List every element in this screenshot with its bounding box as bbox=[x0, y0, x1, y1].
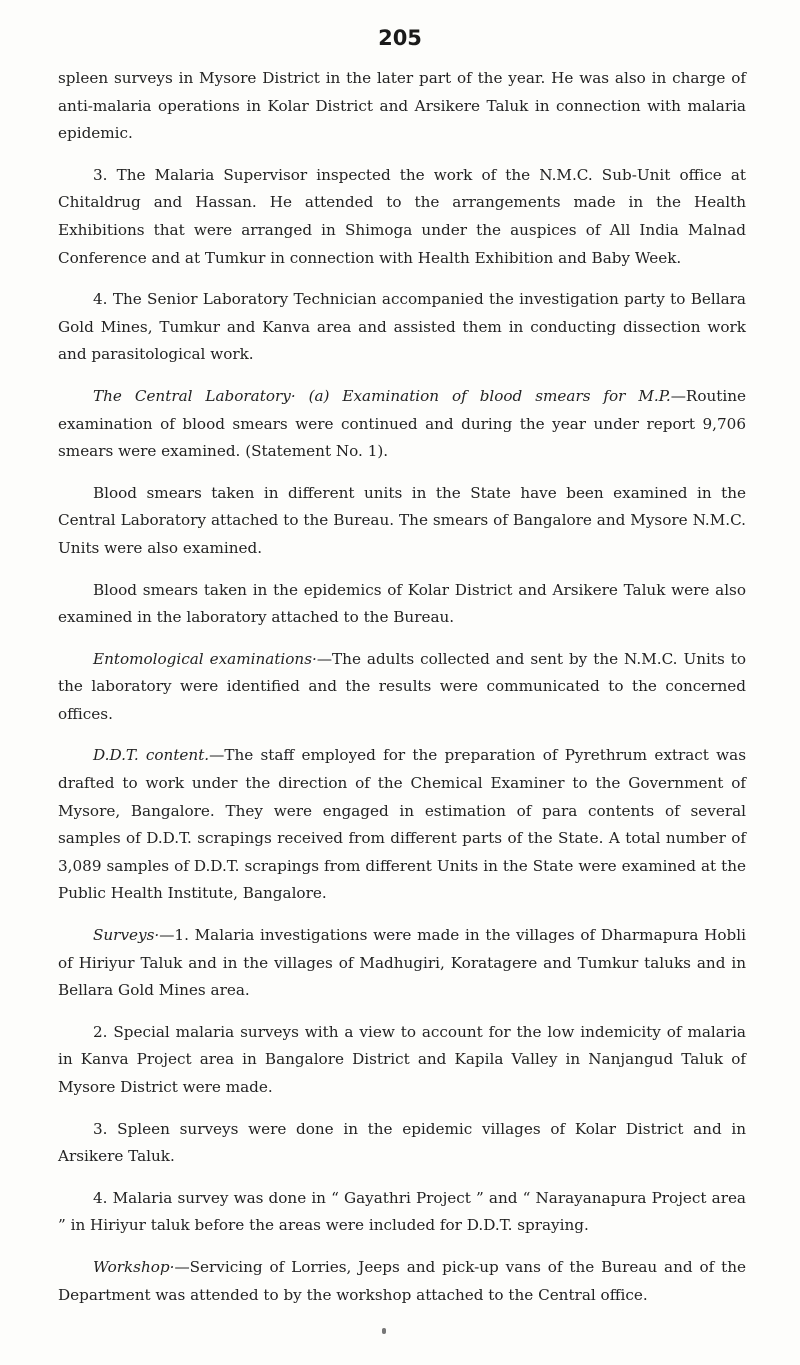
paragraph-malaria-supervisor: 3. The Malaria Supervisor inspected the work of the N.M.C. Sub-Unit office at Chitaldrug and Hassan. He attended to the arrangements made in the Health Exhibitions that were arranged in Shimoga under the auspices of All India Malnad Conference and at Tumkur in connection with Health Exhibition and Baby Week. bbox=[58, 165, 746, 267]
paragraph-special-malaria-surveys: 2. Special malaria surveys with a view to account for the low indemicity of malaria in Kanva Project area in Bangalore District and Kapila Valley in Nanjangud Taluk of Mysore District were made. bbox=[58, 1022, 746, 1096]
paragraph-surveys bbox=[58, 922, 746, 1005]
paragraph-surveys-text: —1. Malaria investigations were made in the villages of Dharmapura Hobli of Hiriyur Taluk and in the villages of Madhugiri, Koratagere and Tumkur taluks and in Bellara Gold Mines area. bbox=[58, 926, 746, 1000]
page-number: 205 bbox=[378, 26, 422, 50]
paragraph-entomological-text: —The adults collected and sent by the N.M.C. Units to the laboratory were identified and the results were communicated to the concerned offices. bbox=[58, 649, 746, 723]
paragraph-spleen-surveys: 3. Spleen surveys were done in the epidemic villages of Kolar District and in Arsikere Taluk. bbox=[58, 1119, 746, 1166]
section-heading-surveys: Surveys· bbox=[93, 926, 160, 945]
paragraph-ddt-content bbox=[58, 742, 746, 908]
paragraph-workshop-text: —Servicing of Lorries, Jeeps and pick-up vans of the Bureau and of the Department was attended to by the workshop attached to the Central office. bbox=[58, 1257, 746, 1304]
paragraph-senior-lab-technician: 4. The Senior Laboratory Technician accompanied the investigation party to Bellara Gold Mines, Tumkur and Kanva area and assisted them in conducting dissection work and parasitological work. bbox=[58, 290, 746, 364]
paragraph-workshop bbox=[58, 1254, 746, 1309]
print-speck bbox=[382, 1328, 386, 1334]
paragraph-central-laboratory-text: —Routine examination of blood smears were continued and during the year under report 9,706 smears were examined. (Statement No. 1). bbox=[58, 386, 746, 461]
section-heading-ddt-content: D.D.T. content. bbox=[93, 746, 210, 765]
paragraph-entomological-examinations bbox=[58, 646, 746, 729]
document-body bbox=[58, 65, 746, 1323]
paragraph-central-laboratory bbox=[58, 383, 746, 466]
paragraph-spleen-surveys-continued: spleen surveys in Mysore District in the later part of the year. He was also in charge of anti-malaria operations in Kolar District and Arsikere Taluk in connection with malaria epidemic. bbox=[58, 69, 746, 143]
section-heading-workshop: Workshop· bbox=[93, 1257, 175, 1276]
paragraph-malaria-survey-projects: 4. Malaria survey was done in “ Gayathri Project ” and “ Narayanapura Project area ” in Hiriyur taluk before the areas were included for D.D.T. spraying. bbox=[58, 1188, 746, 1235]
section-heading-entomological: Entomological examinations· bbox=[93, 649, 317, 668]
section-heading-central-laboratory: The Central Laboratory· (a) Examination of blood smears for M.P. bbox=[93, 386, 671, 405]
paragraph-blood-smears-units: Blood smears taken in different units in the State have been examined in the Central Laboratory attached to the Bureau. The smears of Bangalore and Mysore N.M.C. Units were also examined. bbox=[58, 483, 746, 557]
paragraph-blood-smears-epidemics: Blood smears taken in the epidemics of Kolar District and Arsikere Taluk were also examined in the laboratory attached to the Bureau. bbox=[58, 580, 746, 627]
paragraph-ddt-content-text: —The staff employed for the preparation of Pyrethrum extract was drafted to work under the direction of the Chemical Examiner to the Government of Mysore, Bangalore. They were engaged in estimation of para contents of several samples of D.D.T. scrapings received from different parts of the State. A total number of 3,089 samples of D.D.T. scrapings from different Units in the State were examined at the Public Health Institute, Bangalore. bbox=[58, 746, 747, 903]
